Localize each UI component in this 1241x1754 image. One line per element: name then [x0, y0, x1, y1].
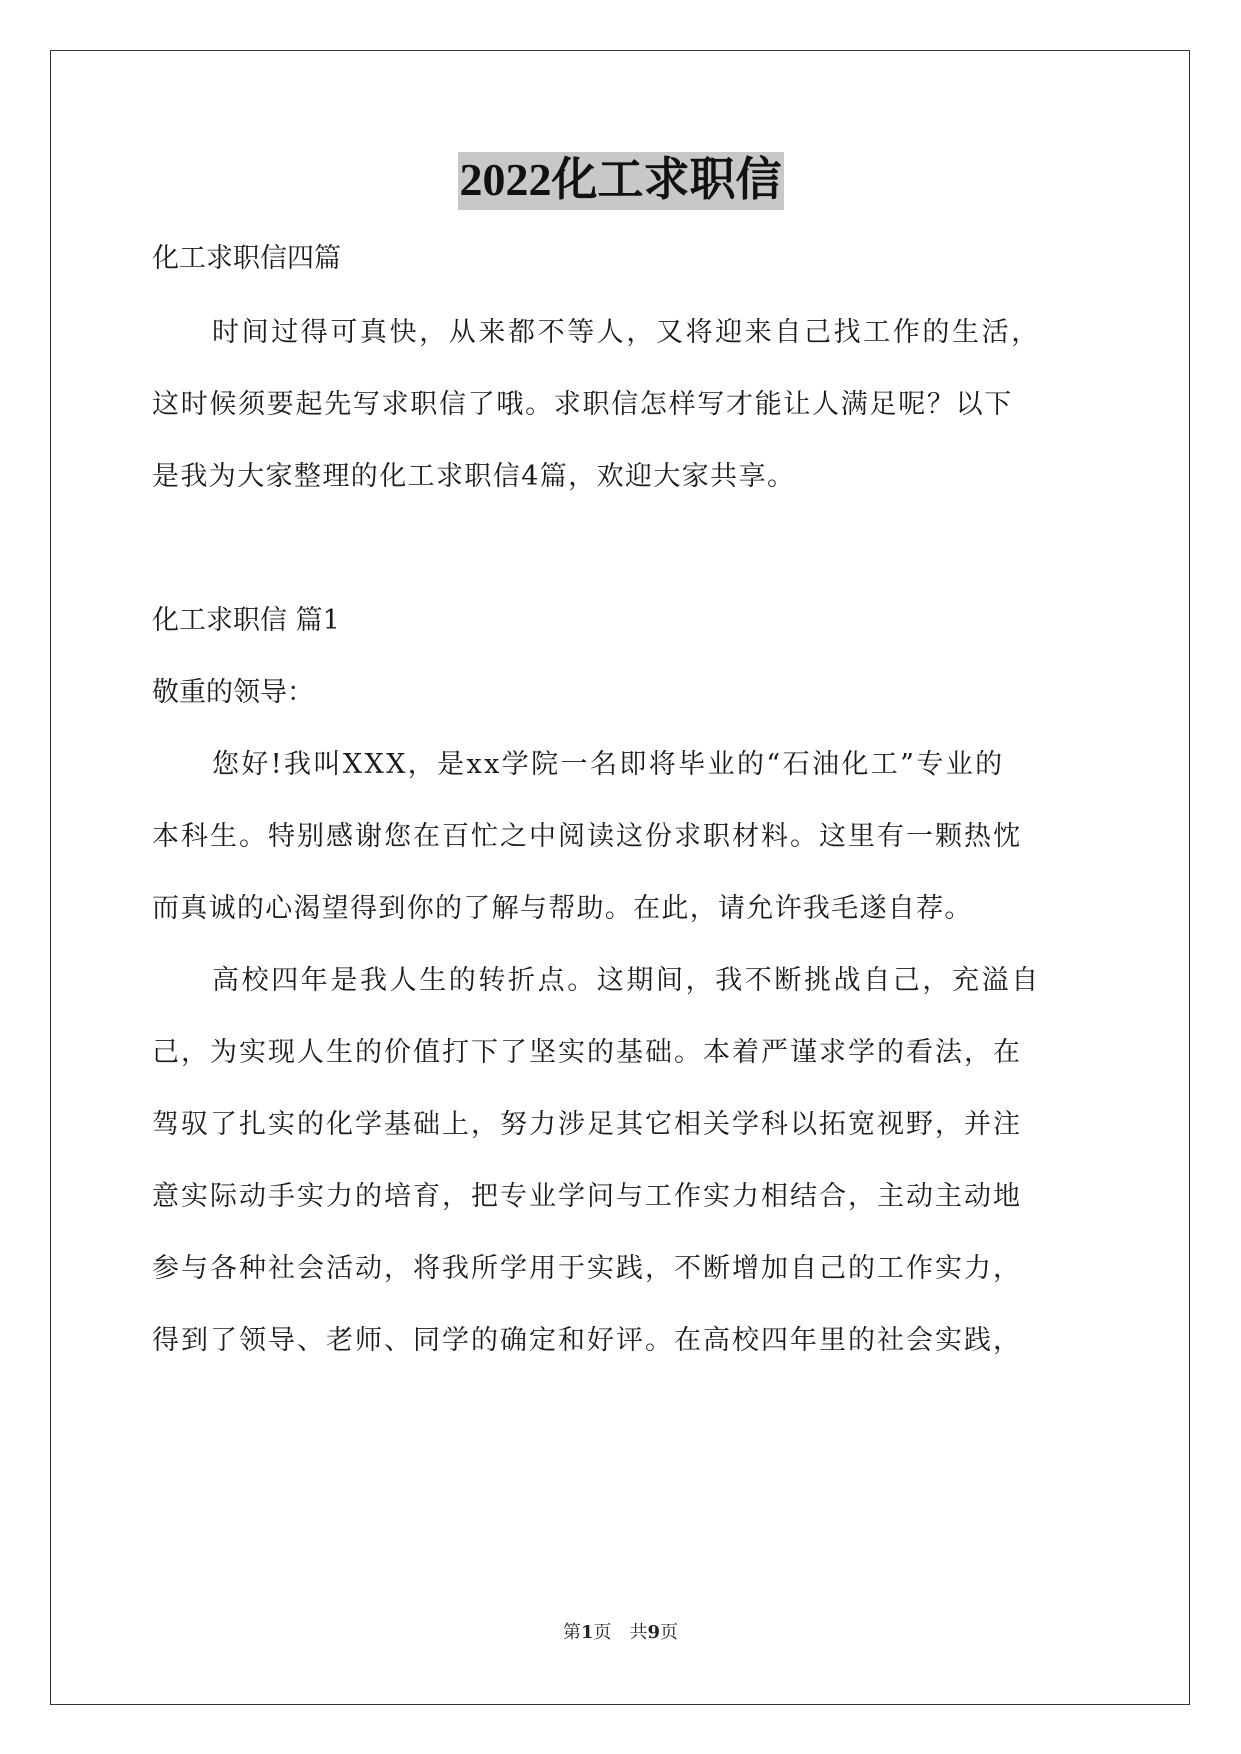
page-prefix: 第: [562, 1622, 581, 1643]
section-heading: 化工求职信 篇1: [152, 605, 340, 636]
page-border: [50, 50, 1190, 1705]
paragraph-line: 是我为大家整理的化工求职信4篇，欢迎大家共享。: [152, 461, 796, 492]
total-prefix: 共: [629, 1622, 648, 1643]
page-footer: [0, 1621, 1241, 1645]
page-suffix: 页: [593, 1622, 612, 1643]
paragraph-line: 意实际动手实力的培育，把专业学问与工作实力相结合，主动主动地: [152, 1181, 1022, 1212]
subtitle-line: 化工求职信四篇: [152, 243, 341, 274]
paragraph-line: 驾驭了扎实的化学基础上，努力涉足其它相关学科以拓宽视野，并注: [152, 1109, 1022, 1140]
current-page-number: 1: [580, 1622, 594, 1643]
paragraph-line: 这时候须要起先写求职信了哦。求职信怎样写才能让人满足呢？以下: [152, 389, 1013, 420]
document-title: 2022化工求职信: [458, 152, 784, 210]
title-container: [0, 152, 1241, 210]
paragraph-line: 参与各种社会活动，将我所学用于实践，不断增加自己的工作实力，: [152, 1253, 1022, 1284]
paragraph-line: 而真诚的心渴望得到你的了解与帮助。在此，请允许我毛遂自荐。: [152, 893, 973, 924]
paragraph-line: 您好!我叫XXX，是xx学院一名即将毕业的“石油化工”专业的: [212, 749, 1005, 780]
paragraph-line: 本科生。特别感谢您在百忙之中阅读这份求职材料。这里有一颗热忱: [152, 821, 1022, 852]
salutation-line: 敬重的领导：: [152, 677, 314, 708]
total-suffix: 页: [660, 1622, 679, 1643]
paragraph-line: 时间过得可真快，从来都不等人，又将迎来自己找工作的生活，: [212, 317, 1041, 348]
paragraph-line: 得到了领导、老师、同学的确定和好评。在高校四年里的社会实践，: [152, 1325, 1022, 1356]
paragraph-line: 高校四年是我人生的转折点。这期间，我不断挑战自己，充溢自: [212, 965, 1041, 996]
paragraph-line: 己，为实现人生的价值打下了坚实的基础。本着严谨求学的看法，在: [152, 1037, 1022, 1068]
total-page-number: 9: [647, 1622, 661, 1643]
